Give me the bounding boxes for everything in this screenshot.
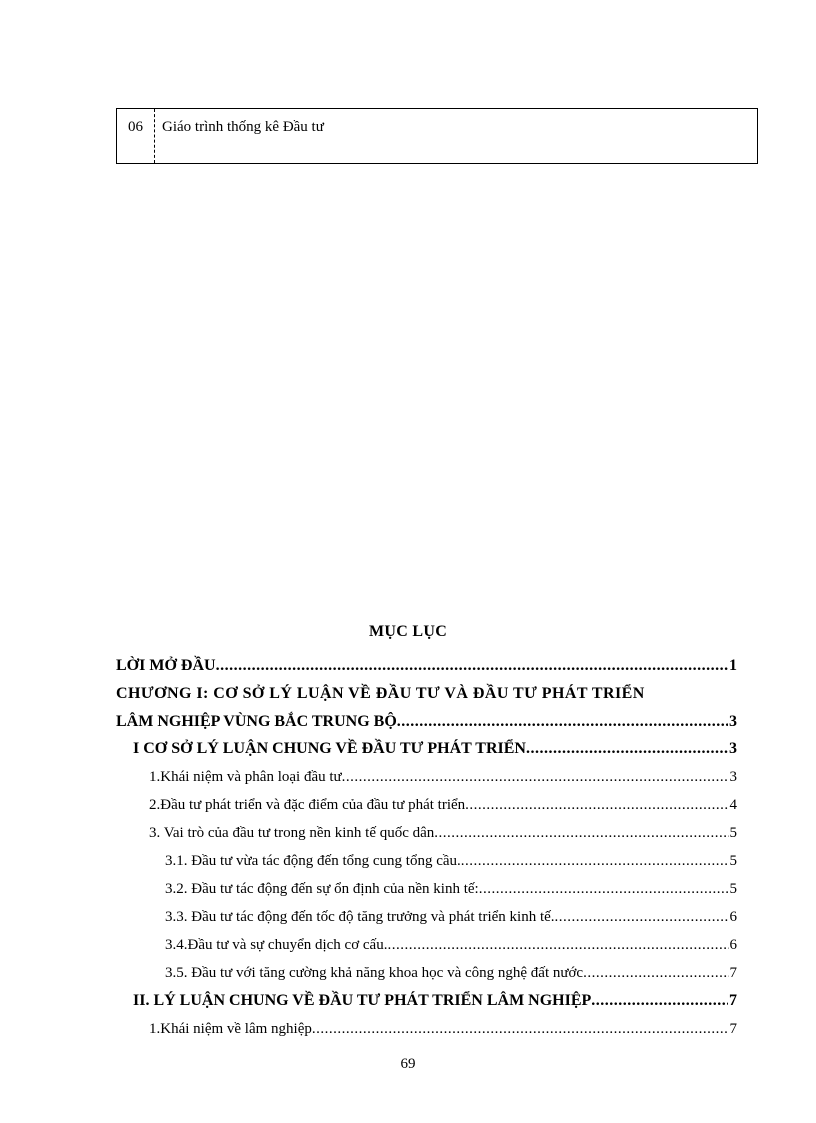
toc-leader-dots <box>461 850 729 872</box>
toc-leader-dots <box>526 738 728 760</box>
toc-entry-3-4[interactable] <box>165 934 737 956</box>
toc-leader-dots <box>465 794 728 816</box>
toc-entry-ii-1[interactable] <box>149 1018 737 1040</box>
reference-title: Giáo trình thống kê Đầu tư <box>162 119 324 135</box>
toc-entry-page: 3 <box>729 713 737 730</box>
toc-leader-dots <box>216 655 728 677</box>
toc-entry-chapter1[interactable] <box>116 711 737 733</box>
toc-entry-section-1[interactable] <box>133 738 737 760</box>
toc-entry-3-3[interactable] <box>165 906 737 928</box>
toc-leader-dots <box>555 906 729 928</box>
reference-number: 06 <box>117 109 155 163</box>
toc-entry-text: 1.Khái niệm và phân loại đầu tư <box>149 769 342 785</box>
toc-entry-page: 3 <box>729 740 737 757</box>
toc-entry-page: 7 <box>729 965 737 981</box>
toc-entry-3[interactable] <box>149 822 737 844</box>
toc-entry-3-2[interactable] <box>165 878 737 900</box>
toc-entry-page: 5 <box>729 881 737 897</box>
toc-entry-page: 6 <box>729 937 737 953</box>
toc-entry-page: 3 <box>729 769 737 785</box>
page-number: 69 <box>400 1056 416 1072</box>
toc-leader-dots <box>591 990 728 1012</box>
toc-leader-dots <box>312 1018 729 1040</box>
toc-entry-page: 7 <box>729 992 737 1009</box>
toc-entry-text: 3.3. Đầu tư tác động đến tốc độ tăng trưởng và phát triển kinh tế. <box>165 909 555 925</box>
toc-leader-dots <box>583 962 728 984</box>
toc-entry-chapter1-line1[interactable]: CHƯƠNG I: CƠ SỞ LÝ LUẬN VỀ ĐẦU TƯ VÀ ĐẦU TƯ PHÁT TRIỂN <box>116 685 645 702</box>
toc-entry-text: II. LÝ LUẬN CHUNG VỀ ĐẦU TƯ PHÁT TRIỂN LÂM NGHIỆP <box>133 992 592 1009</box>
toc-leader-dots <box>342 766 729 788</box>
toc-entry-3-1[interactable] <box>165 850 737 872</box>
toc-entry-text: 1.Khái niệm về lâm nghiệp <box>149 1021 312 1037</box>
toc-entry-text: 3.2. Đầu tư tác động đến sự ổn định của nền kinh tế: <box>165 881 479 897</box>
toc-heading: MỤC LỤC <box>368 623 448 640</box>
toc-entry-2[interactable] <box>149 794 737 816</box>
toc-entry-text: 2.Đầu tư phát triển và đặc điểm của đầu tư phát triển <box>149 797 466 813</box>
toc-entry-page: 5 <box>729 825 737 841</box>
toc-leader-dots <box>387 934 728 956</box>
toc-entry-page: 1 <box>729 657 737 674</box>
toc-leader-dots <box>397 711 728 733</box>
toc-entry-text: 3. Vai trò của đầu tư trong nền kinh tế quốc dân <box>149 825 435 841</box>
toc-leader-dots <box>479 878 729 900</box>
toc-entry-1[interactable] <box>149 766 737 788</box>
toc-entry-text: 3.1. Đầu tư vừa tác động đến tổng cung tổng cầu. <box>165 853 461 869</box>
toc-entry-page: 6 <box>729 909 737 925</box>
toc-entry-text: 3.4.Đầu tư và sự chuyển dịch cơ cấu. <box>165 937 388 953</box>
toc-entry-3-5[interactable] <box>165 962 737 984</box>
toc-entry-page: 7 <box>729 1021 737 1037</box>
toc-entry-preface[interactable] <box>116 655 737 677</box>
toc-entry-page: 5 <box>729 853 737 869</box>
toc-leader-dots <box>434 822 728 844</box>
toc-entry-text: I CƠ SỞ LÝ LUẬN CHUNG VỀ ĐẦU TƯ PHÁT TRIỂN <box>133 740 526 757</box>
toc-entry-text: 3.5. Đầu tư với tăng cường khả năng khoa học và công nghệ đất nước <box>165 965 584 981</box>
reference-table <box>116 108 758 164</box>
toc-entry-text: LỜI MỞ ĐẦU <box>116 657 216 674</box>
toc-entry-text: LÂM NGHIỆP VÙNG BẮC TRUNG BỘ <box>116 713 397 730</box>
toc-entry-page: 4 <box>729 797 737 813</box>
toc-entry-section-2[interactable] <box>133 990 737 1012</box>
